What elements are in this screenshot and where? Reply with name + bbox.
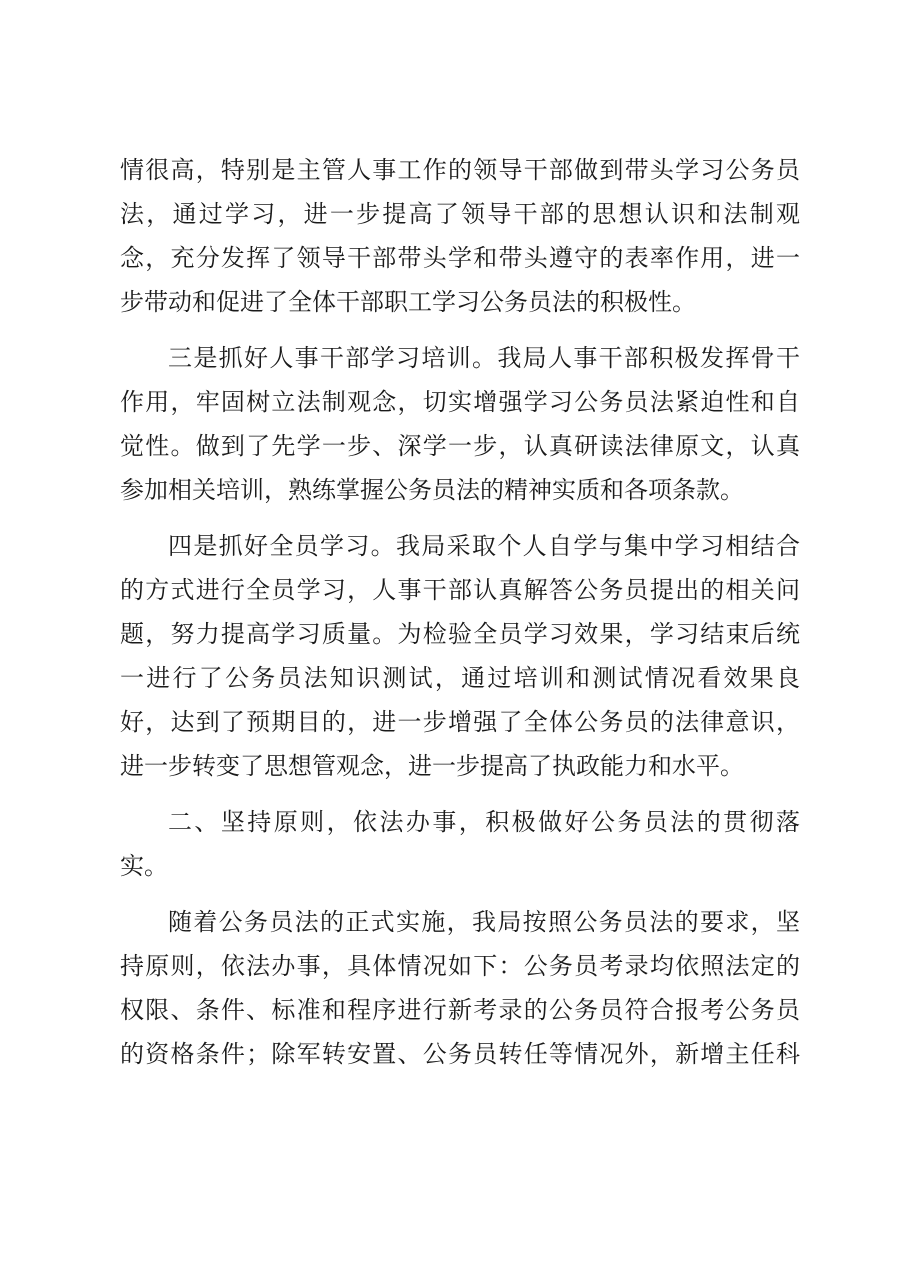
text-line: 三是抓好人事干部学习培训。我局人事干部积极发挥骨干: [168, 344, 800, 372]
text-line: 的方式进行全员学习，人事干部认真解答公务员提出的相关问: [120, 576, 800, 604]
text-line: 参加相关培训，熟练掌握公务员法的精神实质和各项条款。: [120, 476, 744, 504]
text-line: 随着公务员法的正式实施，我局按照公务员法的要求，坚: [168, 908, 800, 936]
text-line: 进一步转变了思想管观念，进一步提高了执政能力和水平。: [120, 752, 744, 780]
section-heading-line: 二、坚持原则，依法办事，积极做好公务员法的贯彻落: [168, 808, 800, 836]
text-line: 权限、条件、标准和程序进行新考录的公务员符合报考公务员: [120, 996, 800, 1024]
document-body: [120, 148, 800, 1076]
text-line: 法，通过学习，进一步提高了领导干部的思想认识和法制观: [120, 200, 800, 228]
text-line: 题，努力提高学习质量。为检验全员学习效果，学习结束后统: [120, 620, 800, 648]
section-heading-line: 实。: [120, 852, 168, 880]
text-line: 觉性。做到了先学一步、深学一步，认真研读法律原文，认真: [120, 432, 800, 460]
text-line: 好，达到了预期目的，进一步增强了全体公务员的法律意识，: [120, 708, 800, 736]
text-line: 念，充分发挥了领导干部带头学和带头遵守的表率作用，进一: [120, 244, 800, 272]
text-line: 步带动和促进了全体干部职工学习公务员法的积极性。: [120, 288, 696, 316]
text-line: 作用，牢固树立法制观念，切实增强学习公务员法紧迫性和自: [120, 388, 800, 416]
text-line: 的资格条件；除军转安置、公务员转任等情况外，新增主任科: [120, 1040, 800, 1068]
text-line: 四是抓好全员学习。我局采取个人自学与集中学习相结合: [168, 532, 800, 560]
text-line: 持原则，依法办事，具体情况如下：公务员考录均依照法定的: [120, 952, 800, 980]
text-line: 情很高，特别是主管人事工作的领导干部做到带头学习公务员: [120, 156, 800, 184]
text-line: 一进行了公务员法知识测试，通过培训和测试情况看效果良: [120, 664, 800, 692]
